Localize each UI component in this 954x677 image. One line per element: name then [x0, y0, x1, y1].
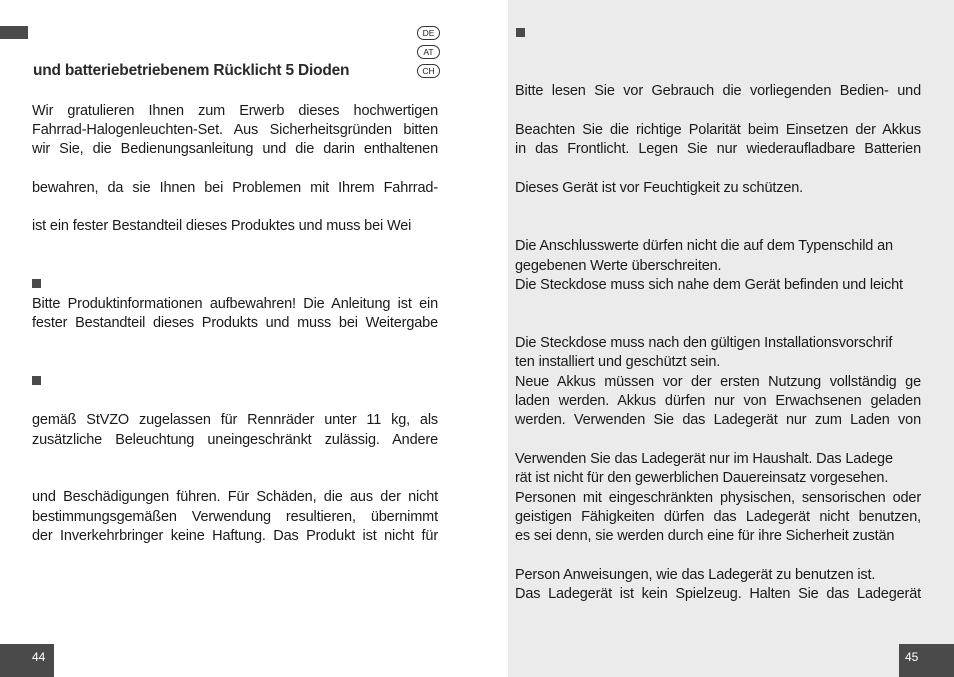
section3-line: zusätzliche Beleuchtung uneingeschränkt zulässig. Andere — [32, 432, 438, 448]
body-line: Beachten Sie die richtige Polarität beim Einsetzen der Akkus — [515, 122, 921, 138]
country-badge-at: AT — [417, 45, 440, 59]
body-line: Neue Akkus müssen vor der ersten Nutzung vollständig ge — [515, 374, 921, 390]
body-line: Bitte lesen Sie vor Gebrauch die vorliegenden Bedien- und — [515, 83, 921, 99]
body-line: werden. Verwenden Sie das Ladegerät nur zum Laden von — [515, 412, 921, 428]
body-line: Verwenden Sie das Ladegerät nur im Haushalt. Das Ladege — [515, 451, 893, 467]
intro-line: bewahren, da sie Ihnen bei Problemen mit Ihrem Fahrrad- — [32, 180, 438, 196]
intro-line: wir Sie, die Bedienungsanleitung und die darin enthaltenen — [32, 141, 438, 157]
body-line: laden werden. Akkus dürfen nur von Erwachsenen geladen — [515, 393, 921, 409]
body-line: Die Steckdose muss sich nahe dem Gerät befinden und leicht — [515, 277, 903, 293]
section2-line: fester Bestandteil dieses Produkts und muss bei Weitergabe — [32, 315, 438, 331]
section3-line: der Inverkehrbringer keine Haftung. Das Produkt ist nicht für — [32, 528, 438, 544]
body-line: gegebenen Werte überschreiten. — [515, 258, 722, 274]
page-number-right: 45 — [899, 644, 954, 677]
header-bar — [0, 26, 28, 39]
section-bullet — [32, 376, 41, 385]
section-bullet — [516, 28, 525, 37]
section-subtitle: und batteriebetriebenem Rücklicht 5 Dioden — [33, 62, 350, 79]
page-number-left: 44 — [0, 644, 54, 677]
intro-line: Fahrrad-Halogenleuchten-Set. Aus Sicherheitsgründen bitten — [32, 122, 438, 138]
body-line: Person Anweisungen, wie das Ladegerät zu benutzen ist. — [515, 567, 876, 583]
country-badge-de: DE — [417, 26, 440, 40]
body-line: Personen mit eingeschränkten physischen, sensorischen oder — [515, 490, 921, 506]
section3-line: gemäß StVZO zugelassen für Rennräder unter 11 kg, als — [32, 412, 438, 428]
section3-line: bestimmungsgemäßen Verwendung resultieren, übernimmt — [32, 509, 438, 525]
section2-line: Bitte Produktinformationen aufbewahren! Die Anleitung ist ein — [32, 296, 438, 312]
body-line: Das Ladegerät ist kein Spielzeug. Halten Sie das Ladegerät — [515, 586, 921, 602]
body-line: ten installiert und geschützt sein. — [515, 354, 721, 370]
body-line: Die Steckdose muss nach den gültigen Installationsvorschrif — [515, 335, 893, 351]
intro-line: Wir gratulieren Ihnen zum Erwerb dieses hochwertigen — [32, 103, 438, 119]
body-line: rät ist nicht für den gewerblichen Dauereinsatz vorgesehen. — [515, 470, 889, 486]
section-bullet — [32, 279, 41, 288]
section3-line: und Beschädigungen führen. Für Schäden, die aus der nicht — [32, 489, 438, 505]
intro-line: ist ein fester Bestandteil dieses Produktes und muss bei Wei — [32, 218, 412, 234]
body-line: Die Anschlusswerte dürfen nicht die auf dem Typenschild an — [515, 238, 893, 254]
body-line: es sei denn, sie werden durch eine für ihre Sicherheit zustän — [515, 528, 895, 544]
body-line: in das Frontlicht. Legen Sie nur wiederaufladbare Batterien — [515, 141, 921, 157]
body-line: Dieses Gerät ist vor Feuchtigkeit zu schützen. — [515, 180, 804, 196]
country-badge-ch: CH — [417, 64, 440, 78]
body-line: geistigen Fähigkeiten dürfen das Ladegerät nicht benutzen, — [515, 509, 921, 525]
